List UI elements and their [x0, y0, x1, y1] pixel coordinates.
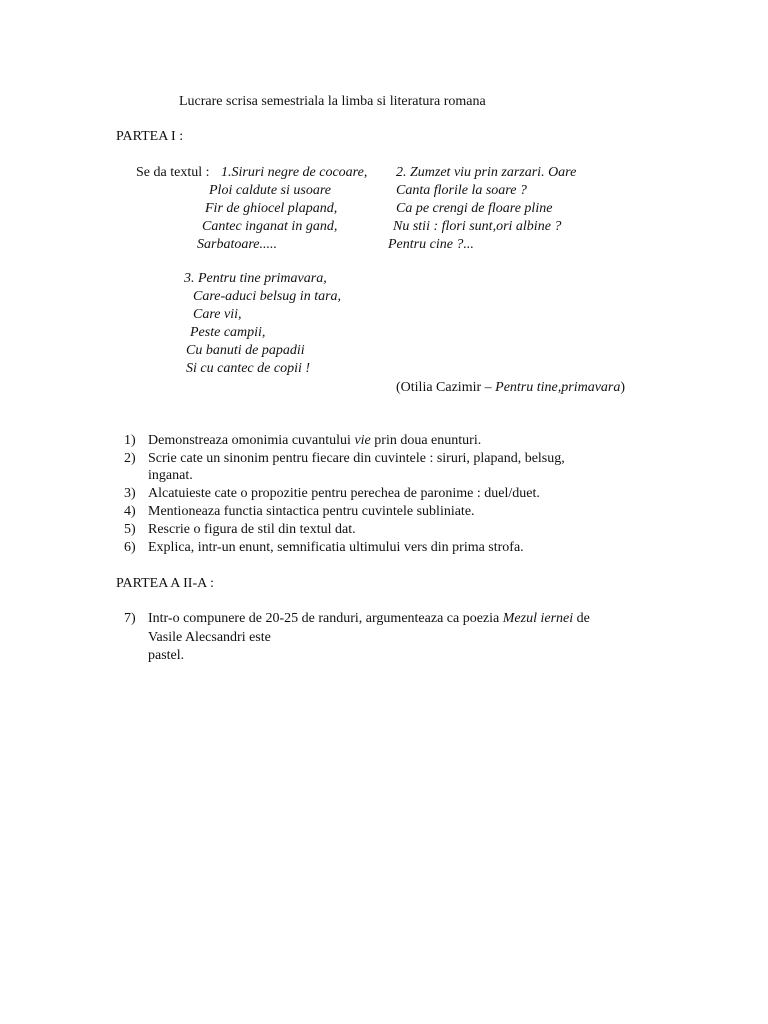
- question-number: 5): [124, 522, 136, 537]
- poem-line: Care-aduci belsug in tara,: [193, 289, 342, 304]
- poem-line: Pentru cine ?...: [388, 237, 474, 252]
- poem-line: Canta florile la soare ?: [396, 183, 527, 198]
- question-text: Demonstreaza omonimia cuvantului vie prin doua enunturi.: [148, 433, 482, 448]
- question-number: 7): [124, 611, 136, 626]
- part1-heading: PARTEA I :: [116, 129, 184, 144]
- question-text-cont: inganat.: [148, 468, 193, 483]
- poem-line: Care vii,: [193, 307, 242, 322]
- poem-line: Nu stii : flori sunt,ori albine ?: [393, 219, 562, 234]
- question-number: 6): [124, 540, 136, 555]
- poem-line: Sarbatoare.....: [197, 237, 277, 252]
- question-number: 2): [124, 451, 136, 466]
- question-number: 4): [124, 504, 136, 519]
- poem-line: 3. Pentru tine primavara,: [184, 271, 327, 286]
- poem-line: Cantec inganat in gand,: [202, 219, 338, 234]
- part2-heading: PARTEA A II-A :: [116, 576, 214, 591]
- question-text: Mentioneaza functia sintactica pentru cuvintele subliniate.: [148, 504, 475, 519]
- poem-line: Ploi caldute si usoare: [209, 183, 331, 198]
- source-attribution: [396, 379, 625, 397]
- poem-line: Fir de ghiocel plapand,: [205, 201, 338, 216]
- source-open: (Otilia Cazimir –: [396, 380, 496, 395]
- question-text: Explica, intr-un enunt, semnificatia ultimului vers din prima strofa.: [148, 540, 524, 555]
- poem-line: 1.Siruri negre de cocoare,: [221, 165, 368, 180]
- question-text-cont: pastel.: [148, 648, 185, 663]
- question-text: Alcatuieste cate o propozitie pentru perechea de paronime : duel/duet.: [148, 486, 540, 501]
- question-text-cont: Vasile Alecsandri este: [148, 630, 271, 645]
- poem-line: 2. Zumzet viu prin zarzari. Oare: [396, 165, 577, 180]
- source-work: Pentru tine,primavara: [495, 380, 621, 395]
- question-number: 1): [124, 433, 136, 448]
- question-text: Rescrie o figura de stil din textul dat.: [148, 522, 356, 537]
- poem-line: Cu banuti de papadii: [186, 343, 305, 358]
- question-text: Scrie cate un sinonim pentru fiecare din cuvintele : siruri, plapand, belsug,: [148, 451, 565, 466]
- poem-line: Si cu cantec de copii !: [186, 361, 311, 376]
- poem-line: Ca pe crengi de floare pline: [396, 201, 553, 216]
- question-number: 3): [124, 486, 136, 501]
- poem-line: Peste campii,: [190, 325, 266, 340]
- source-close: ): [620, 380, 626, 395]
- intro-label: Se da textul :: [136, 165, 210, 180]
- question-text: Intr-o compunere de 20-25 de randuri, argumenteaza ca poezia Mezul iernei de: [148, 611, 590, 626]
- document-title: Lucrare scrisa semestriala la limba si literatura romana: [179, 94, 486, 109]
